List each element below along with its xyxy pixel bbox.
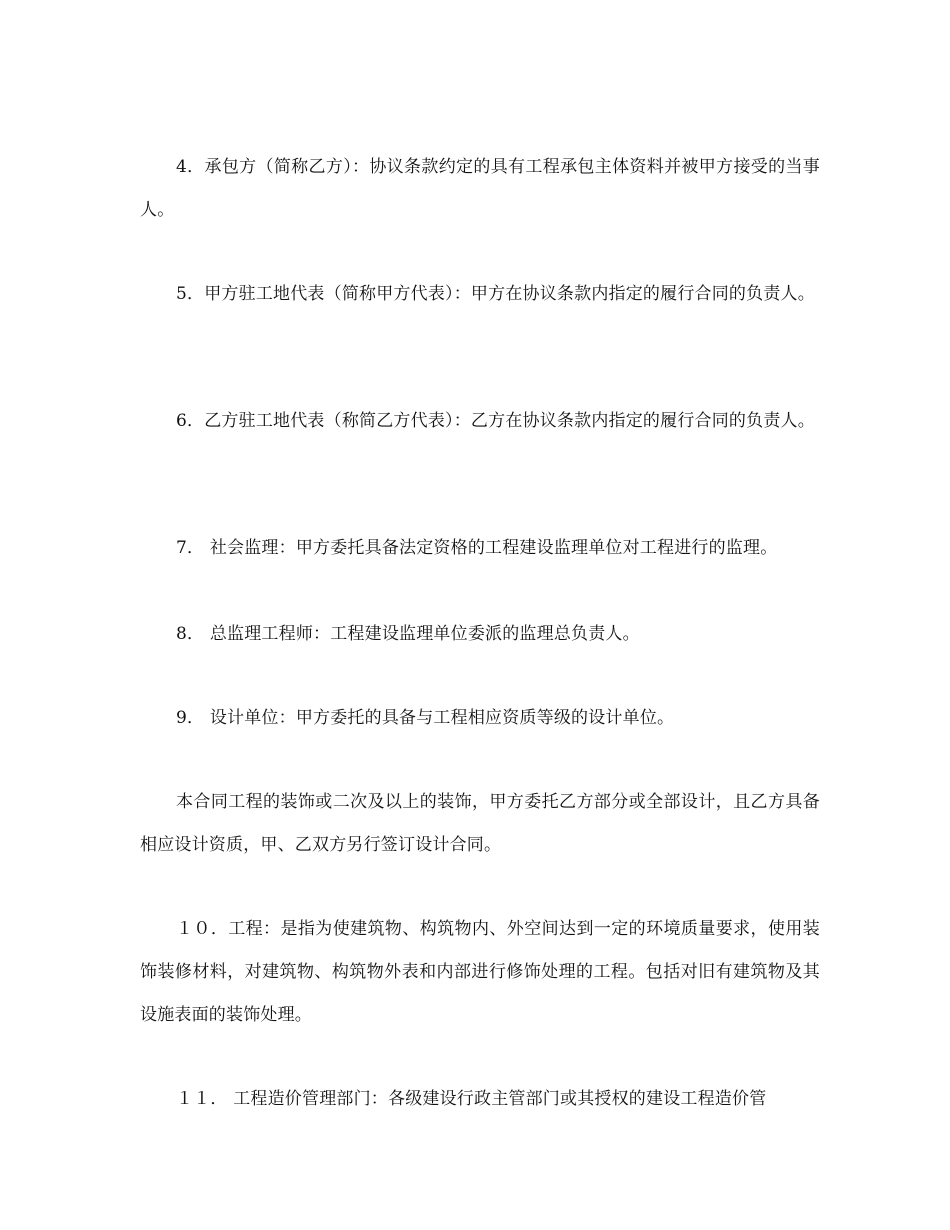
design-contract-note: 本合同工程的装饰或二次及以上的装饰，甲方委托乙方部分或全部设计，且乙方具备相应设计资质，甲、乙双方另行签订设计合同。 xyxy=(140,792,820,855)
clause-7-supervision: 7． 社会监理：甲方委托具备法定资格的工程建设监理单位对工程进行的监理。 xyxy=(176,538,778,558)
clause-8-chief-supervisor: 8． 总监理工程师：工程建设监理单位委派的监理总负责人。 xyxy=(176,624,640,644)
clause-11-cost-management-department: １１． 工程造价管理部门：各级建设行政主管部门或其授权的建设工程造价管 xyxy=(176,1089,767,1109)
clause-6-party-b-representative: 6．乙方驻工地代表（称简乙方代表）：乙方在协议条款内指定的履行合同的负责人。 xyxy=(176,411,815,431)
clause-4-contractor: 4．承包方（简称乙方）：协议条款约定的具有工程承包主体资料并被甲方接受的当事人。 xyxy=(140,157,820,220)
clause-9-design-unit: 9． 设计单位：甲方委托的具备与工程相应资质等级的设计单位。 xyxy=(176,708,675,728)
clause-5-party-a-representative: 5．甲方驻工地代表（简称甲方代表）：甲方在协议条款内指定的履行合同的负责人。 xyxy=(176,284,815,304)
clause-10-project-definition: １０．工程：是指为使建筑物、构筑物内、外空间达到一定的环境质量要求，使用装饰装修材料，对建筑物、构筑物外表和内部进行修饰处理的工程。包括对旧有建筑物及其设施表面的装饰处理。 xyxy=(140,919,820,1025)
